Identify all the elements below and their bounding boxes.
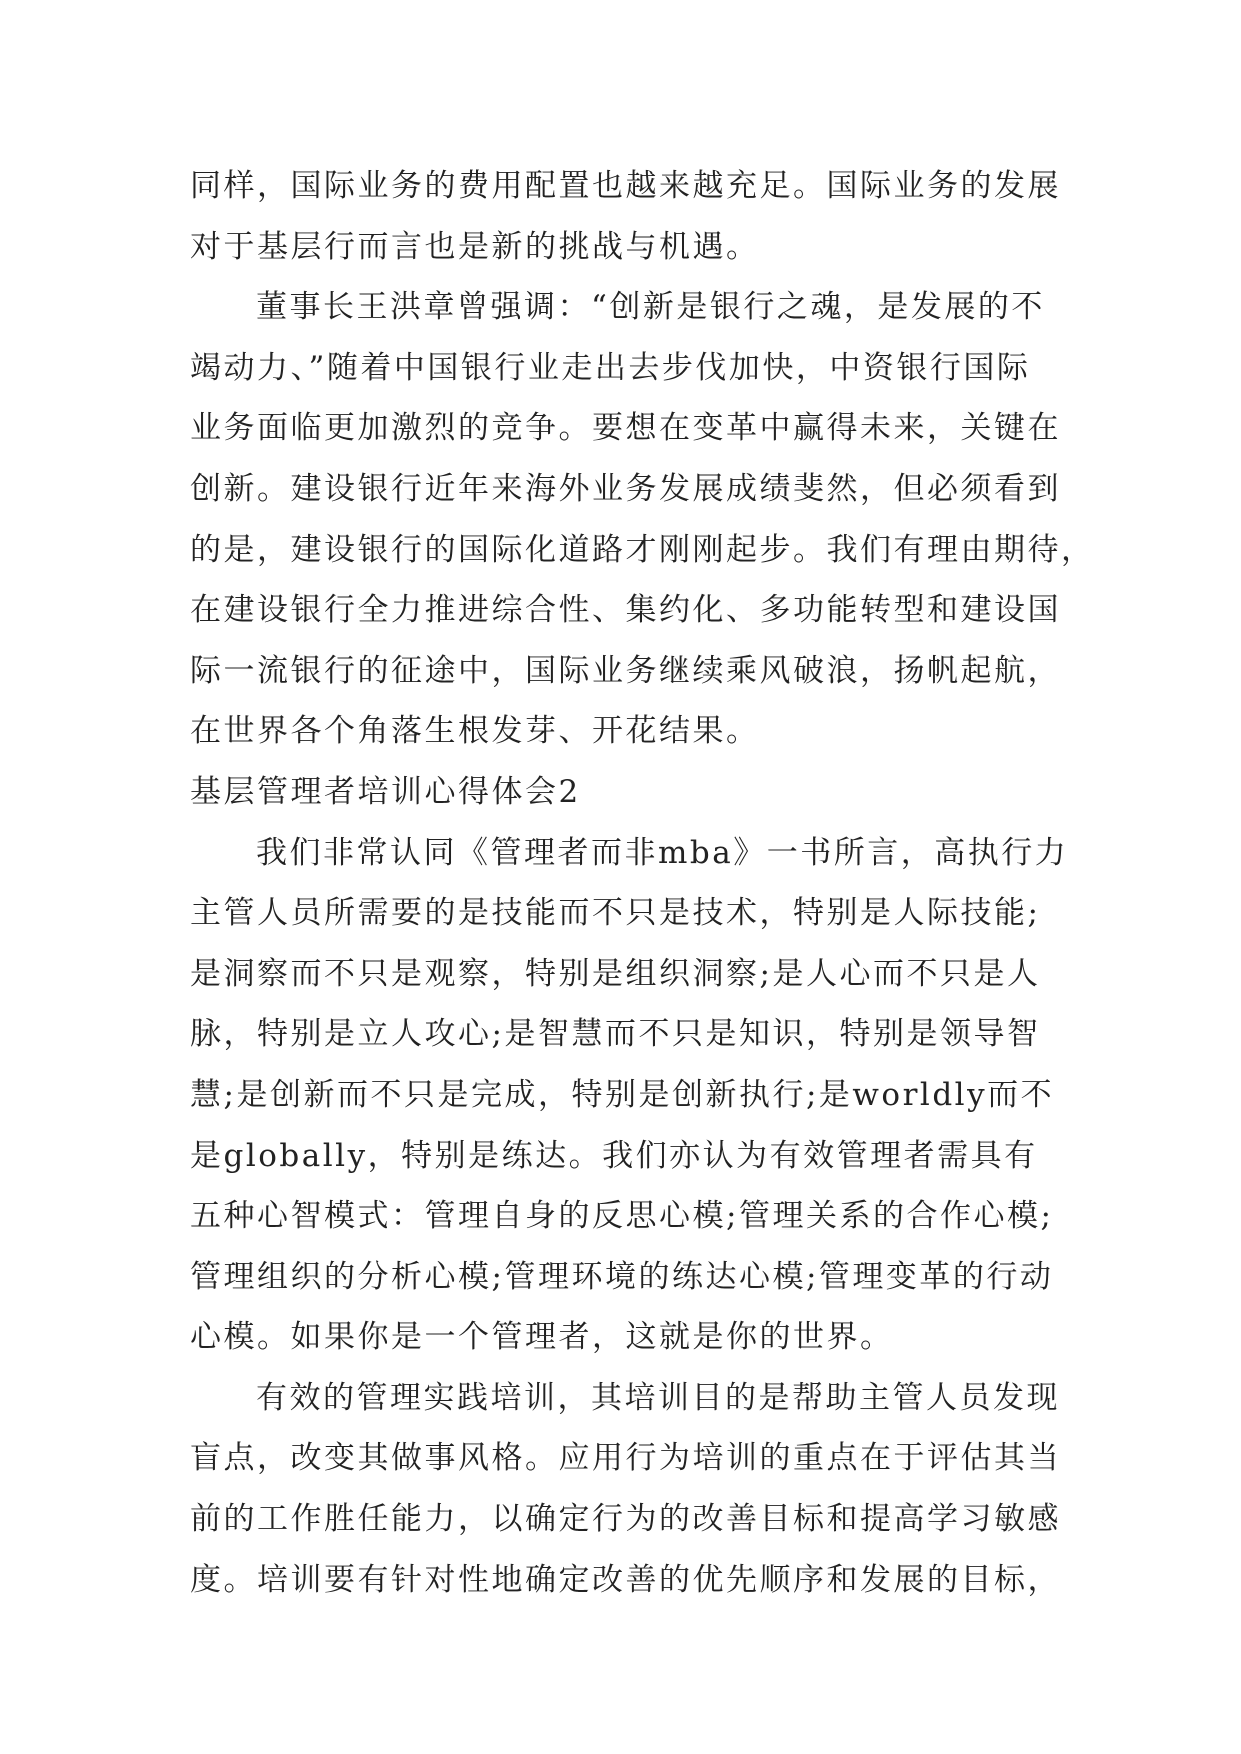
text-line: 董事长王洪章曾强调：“创新是银行之魂，是发展的不 [256, 289, 1045, 326]
text-line: 有效的管理实践培训，其培训目的是帮助主管人员发现 [256, 1379, 1060, 1416]
text-line: 在建设银行全力推进综合性、集约化、多功能转型和建设国 [190, 592, 1061, 629]
text-line: 脉，特别是立人攻心;是智慧而不只是知识，特别是领导智 [190, 1016, 1041, 1053]
text-line: 同样，国际业务的费用配置也越来越充足。国际业务的发展 [190, 168, 1061, 204]
text-line: 业务面临更加激烈的竞争。要想在变革中赢得未来，关键在 [190, 410, 1061, 447]
text-line: 我们非常认同《管理者而非mba》一书所言，高执行力 [256, 834, 1069, 871]
text-line: 度。培训要有针对性地确定改善的优先顺序和发展的目标， [190, 1561, 1061, 1598]
text-line: 是洞察而不只是观察，特别是组织洞察;是人心而不只是人 [190, 955, 1041, 992]
text-line: 心模。如果你是一个管理者，这就是你的世界。 [190, 1319, 894, 1356]
text-line: 是globally，特别是练达。我们亦认为有效管理者需具有 [190, 1137, 1038, 1174]
text-line: 竭动力、”随着中国银行业走出去步伐加快，中资银行国际 [190, 349, 1031, 386]
text-line: 创新。建设银行近年来海外业务发展成绩斐然，但必须看到 [190, 470, 1061, 507]
section-heading: 基层管理者培训心得体会2 [190, 773, 581, 810]
text-line: 盲点，改变其做事风格。应用行为培训的重点在于评估其当 [190, 1440, 1061, 1477]
text-line: 五种心智模式：管理自身的反思心模;管理关系的合作心模; [190, 1198, 1054, 1235]
text-line: 的是，建设银行的国际化道路才刚刚起步。我们有理由期待， [190, 531, 1095, 568]
text-line: 在世界各个角落生根发芽、开花结果。 [190, 713, 760, 750]
document-body [190, 156, 1095, 1610]
text-line: 对于基层行而言也是新的挑战与机遇。 [190, 228, 760, 265]
text-line: 管理组织的分析心模;管理环境的练达心模;管理变革的行动 [190, 1258, 1054, 1295]
text-line: 前的工作胜任能力，以确定行为的改善目标和提高学习敏感 [190, 1501, 1061, 1538]
text-line: 主管人员所需要的是技能而不只是技术，特别是人际技能; [190, 895, 1041, 932]
text-line: 际一流银行的征途中，国际业务继续乘风破浪，扬帆起航， [190, 652, 1061, 689]
text-line: 慧;是创新而不只是完成，特别是创新执行;是worldly而不 [190, 1076, 1055, 1113]
